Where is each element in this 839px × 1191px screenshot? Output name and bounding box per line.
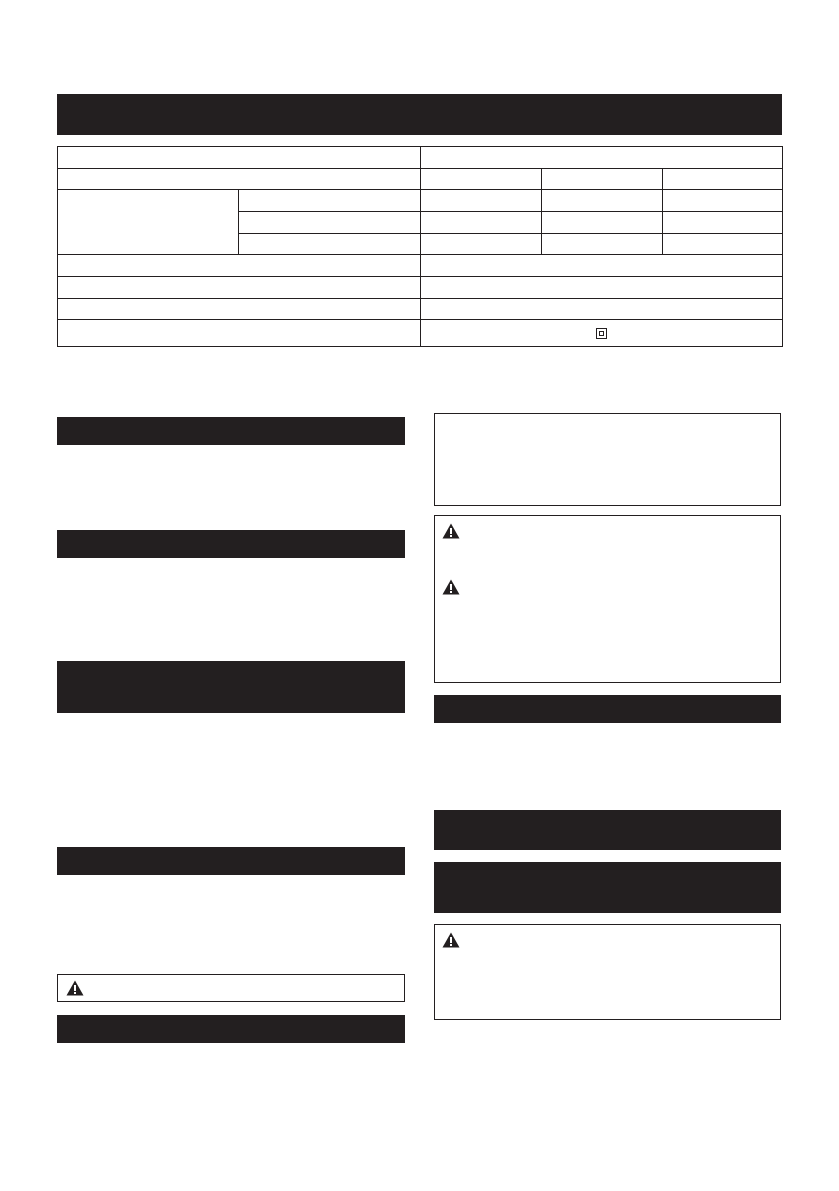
table-cell xyxy=(58,320,421,347)
warning-box xyxy=(434,924,781,1020)
table-cell xyxy=(542,234,663,255)
table-cell xyxy=(663,212,783,234)
section-heading-bar xyxy=(57,417,405,445)
table-cell xyxy=(663,169,783,190)
section-heading-bar xyxy=(57,847,405,875)
table-cell xyxy=(421,299,783,320)
section-heading-bar xyxy=(57,1015,405,1043)
section-heading-bar xyxy=(434,695,781,723)
table-cell xyxy=(421,147,783,169)
section-heading-bar xyxy=(434,810,781,850)
warning-box xyxy=(57,974,405,1002)
table-cell xyxy=(239,190,421,212)
specifications-table xyxy=(57,146,783,347)
table-row xyxy=(58,147,783,169)
table-cell xyxy=(58,147,421,169)
table-cell xyxy=(239,212,421,234)
table-row xyxy=(58,299,783,320)
warning-box xyxy=(434,515,781,683)
double-insulation-symbol-icon xyxy=(596,328,607,339)
table-cell xyxy=(421,277,783,299)
table-cell xyxy=(58,169,421,190)
table-cell xyxy=(421,169,542,190)
warning-triangle-icon xyxy=(442,579,460,595)
table-cell xyxy=(663,234,783,255)
table-cell xyxy=(542,169,663,190)
table-row xyxy=(58,169,783,190)
table-cell xyxy=(58,255,421,277)
table-cell xyxy=(421,190,542,212)
warning-triangle-icon xyxy=(442,932,460,948)
table-cell xyxy=(542,212,663,234)
section-heading-bar xyxy=(57,661,405,713)
table-row xyxy=(58,320,783,347)
section-heading-bar xyxy=(57,530,405,558)
table-row xyxy=(58,255,783,277)
table-cell xyxy=(58,277,421,299)
warning-triangle-icon xyxy=(442,523,460,539)
table-cell xyxy=(58,190,239,255)
table-row xyxy=(58,277,783,299)
table-cell xyxy=(421,234,542,255)
table-cell xyxy=(58,299,421,320)
note-box xyxy=(434,413,781,506)
page-title-bar xyxy=(57,94,782,135)
table-cell xyxy=(421,212,542,234)
table-cell xyxy=(542,190,663,212)
table-row xyxy=(58,190,783,212)
table-cell xyxy=(421,255,783,277)
table-cell xyxy=(663,190,783,212)
section-heading-bar xyxy=(434,862,781,913)
warning-triangle-icon xyxy=(66,980,84,996)
table-cell xyxy=(421,320,783,347)
table-cell xyxy=(239,234,421,255)
